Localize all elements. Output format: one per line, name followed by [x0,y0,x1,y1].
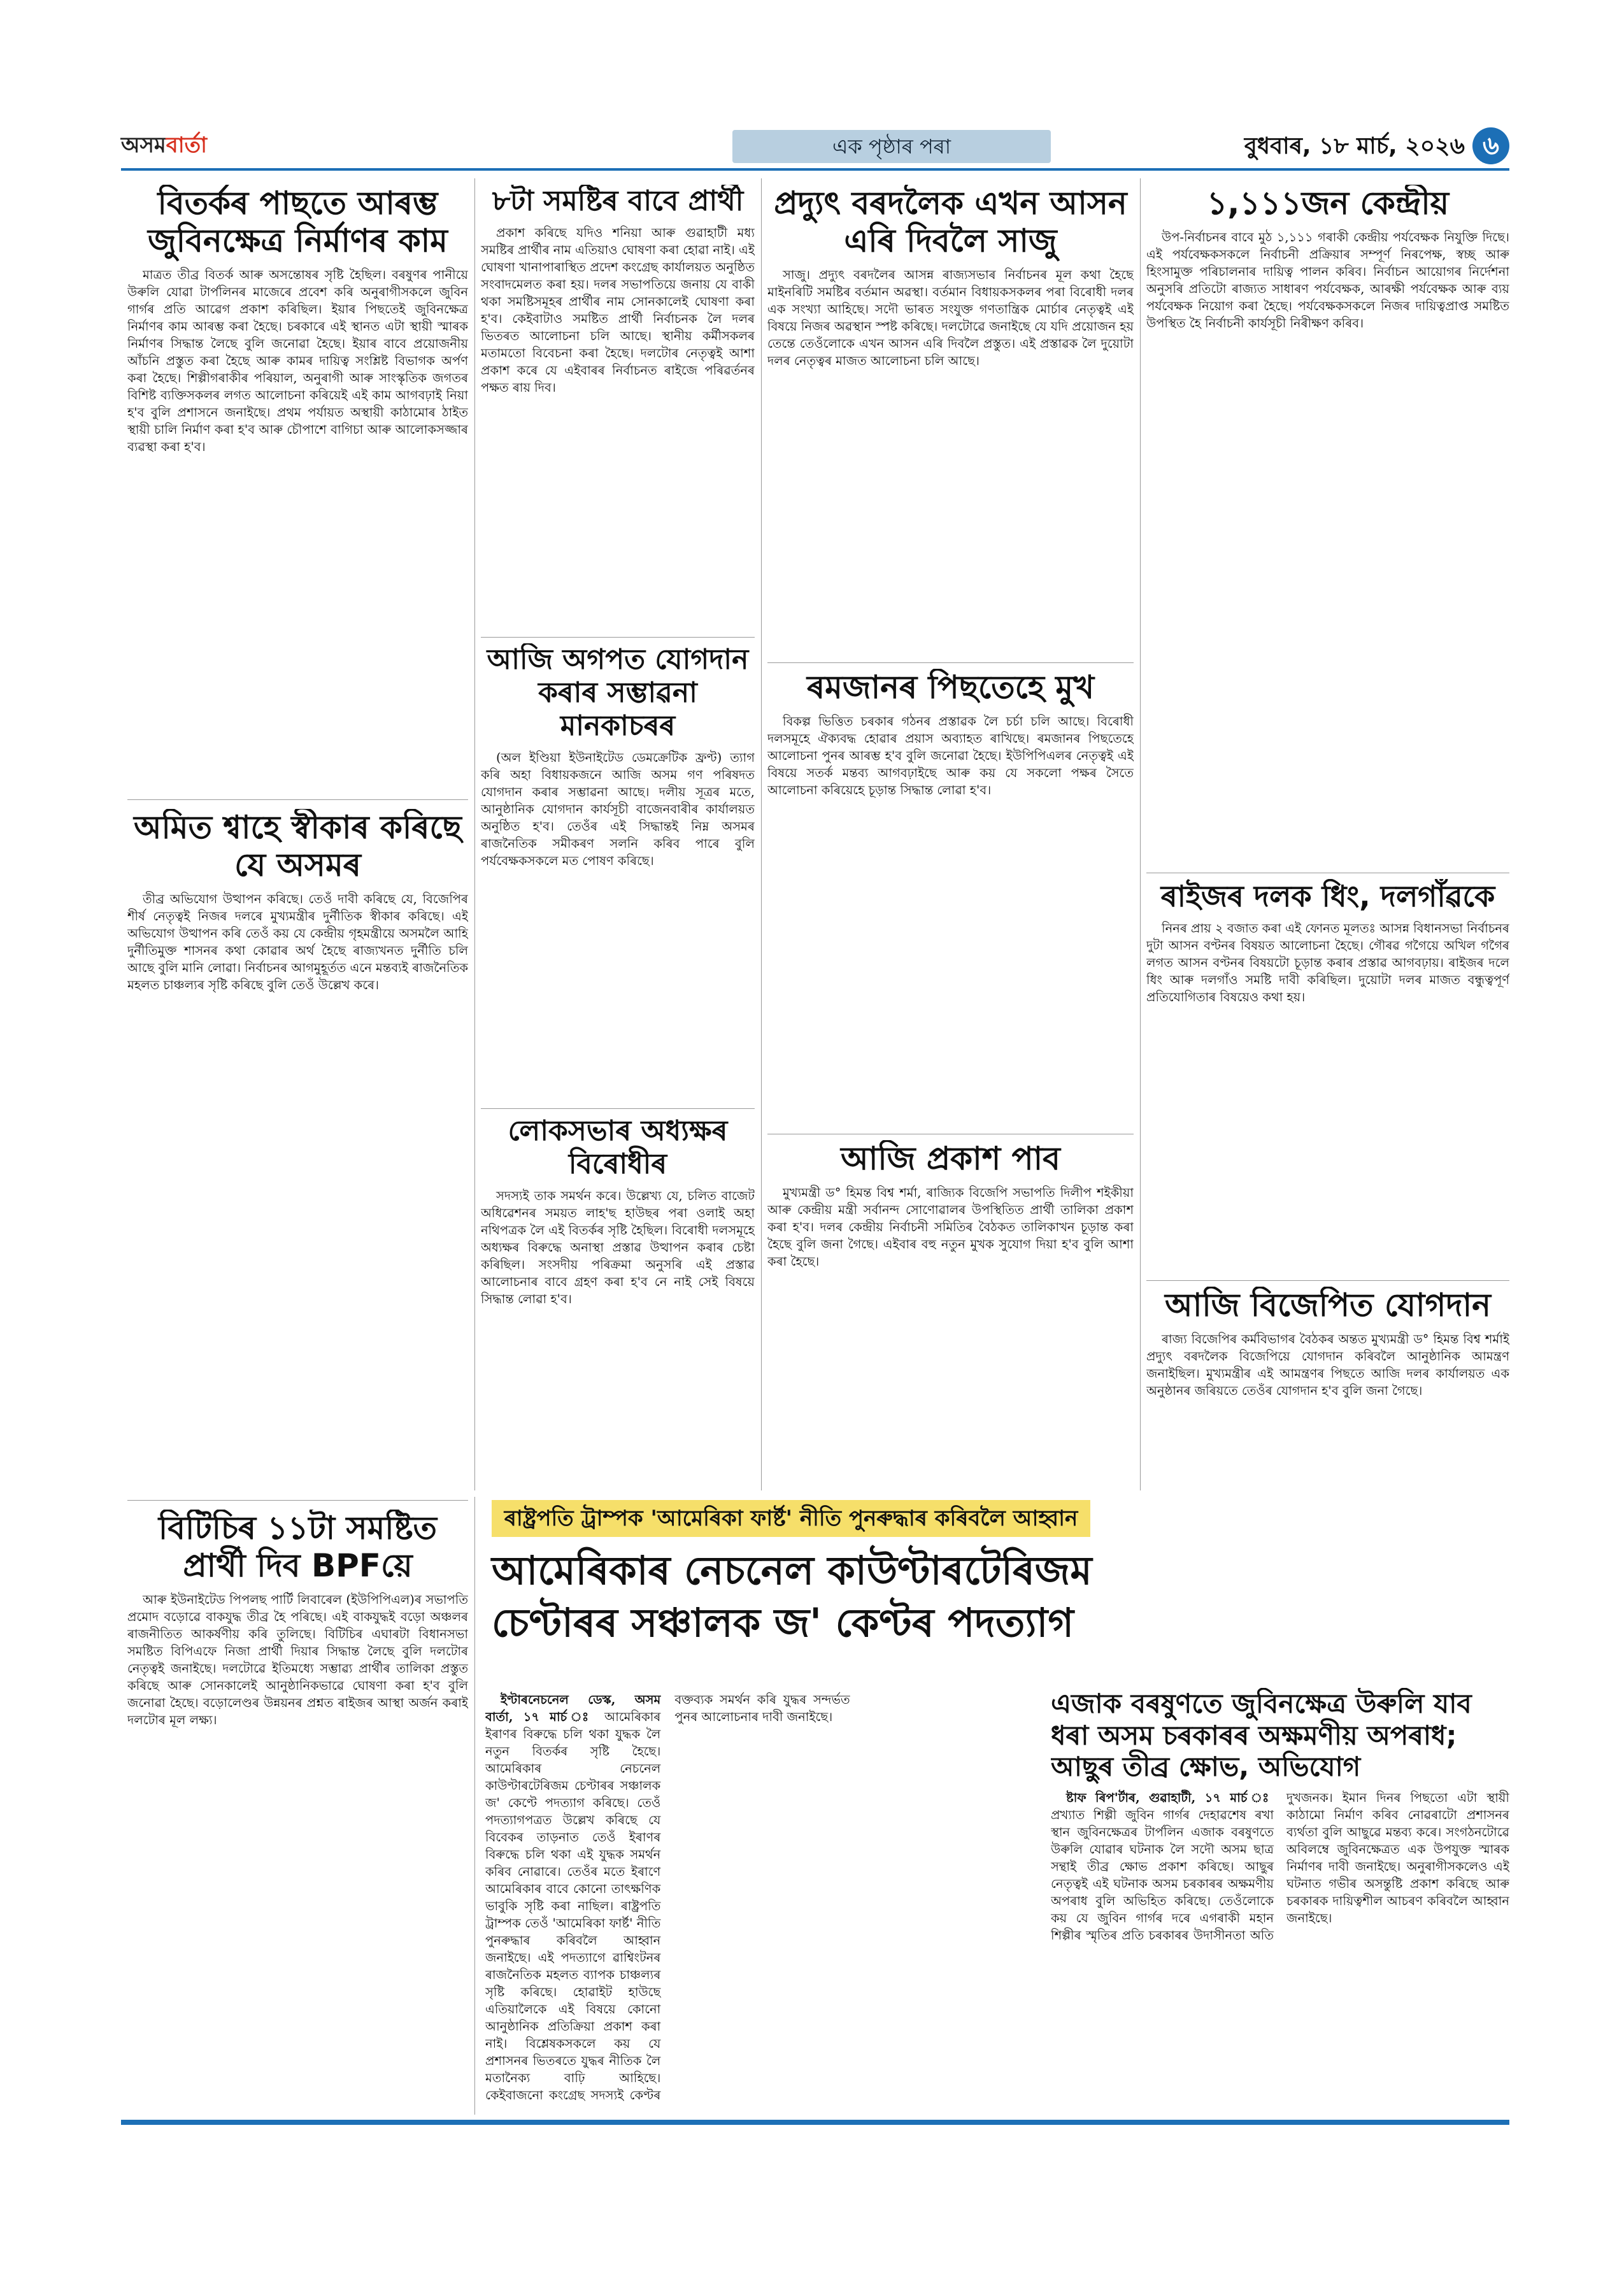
header-rule [121,168,1509,171]
headline: বিটিচিৰ ১১টা সমষ্টিত প্ৰাৰ্থী দিব BPFয়ে [158,1510,438,1584]
newspaper-logo [121,129,229,163]
headline: ৰাইজৰ দলক ধিং, দলগাঁৱকে [1160,879,1495,913]
column-divider [474,1497,475,2115]
article-divider [481,637,755,638]
headline: অমিত শ্বাহে স্বীকাৰ কৰিছে যে অসমৰ [134,809,462,883]
column-divider [474,178,475,1490]
article-aasu-protest [1051,1688,1509,2115]
article-body: উপ-নিৰ্বাচনৰ বাবে মুঠ ১,১১১ গৰাকী কেন্দ্ৰীয় পৰ্যবেক্ষক নিযুক্তি দিছে। এই পৰ্যবেক্ষকসকলে নিৰ্বাচনী প্ৰক্ৰিয়াৰ সম্পূৰ্ণ নিৰপেক্ষ, স্বচ্ছ আৰু হিংসামুক্ত পৰিচালনাৰ দায়িত্ব পালন কৰিব। নিৰ্বাচন আয়োগৰ নিৰ্দেশনা অনুসৰি প্ৰতিটো ৰাজ্যত সাধাৰণ পৰ্যবেক্ষক, আৰক্ষী পৰ্যবেক্ষক আৰু ব্যয় পৰ্যবেক্ষক নিয়োগ কৰা হৈছে। পৰ্যবেক্ষকসকলে নিজৰ দায়িত্বপ্ৰাপ্ত সমষ্টিত উপস্থিত হৈ নিৰ্বাচনী কাৰ্যসূচী নিৰীক্ষণ কৰিব। [1146,230,1509,331]
article-btc-bpf [127,1510,468,2115]
article-body: মাত্ৰত তীব্ৰ বিতৰ্ক আৰু অসন্তোষৰ সৃষ্টি হৈছিল। বৰষুণৰ পানীয়ে উৰুলি যোৱা টাৰ্পলিনৰ মাজেৰে প্ৰবেশ কৰি অনুৰাগীসকলে জুবিন গাৰ্গৰ প্ৰতি আৱেগ প্ৰকাশ কৰিছিল। ইয়াৰ পিছতেই জুবিনক্ষেত্ৰ নিৰ্মাণৰ কাম আৰম্ভ কৰা হৈছে। চৰকাৰে এই স্থানত এটা স্থায়ী স্মাৰক নিৰ্মাণৰ সিদ্ধান্ত লৈছে বুলি জনোৱা হৈছে। ইয়াৰ বাবে প্ৰয়োজনীয় আঁচনি প্ৰস্তুত কৰা হৈছে আৰু কামৰ দায়িত্ব সংশ্লিষ্ট বিভাগক অৰ্পণ কৰা হৈছে। শিল্পীগৰাকীৰ পৰিয়াল, অনুৰাগী আৰু সাংস্কৃতিক জগতৰ বিশিষ্ট ব্যক্তিসকলৰ লগত আলোচনা কৰিয়েই এই কাম আগবঢ়াই নিয়া হ'ব বুলি প্ৰশাসনে জনাইছে। প্ৰথম পৰ্যায়ত অস্থায়ী কাঠামোৰ ঠাইত স্থায়ী চালি নিৰ্মাণ কৰা হ'ব আৰু চৌপাশে বাগিচা আৰু আলোকসজ্জাৰ ব্যৱস্থা কৰা হ'ব। [127,268,468,454]
headline: বিতৰ্কৰ পাছতে আৰম্ভ জুবিনক্ষেত্ৰ নিৰ্মাণৰ কাম [148,185,448,259]
article-body: বিকল্প ভিত্তিত চৰকাৰ গঠনৰ প্ৰস্তাৱক লৈ চৰ্চা চলি আছে। বিৰোধী দলসমূহে ঐক্যবদ্ধ হোৱাৰ প্ৰয়াস অব্যাহত ৰাখিছে। ৰমজানৰ পিছতেহে আলোচনা পুনৰ আৰম্ভ হ'ব বুলি জনোৱা হৈছে। ইউপিপিএলৰ নেতৃত্বই এই বিষয়ে সতৰ্ক মন্তব্য আগবঢ়াইছে আৰু কয় যে সকলো পক্ষৰ সৈতে আলোচনা কৰিয়েহে চূড়ান্ত সিদ্ধান্ত লোৱা হ'ব। [767,714,1134,797]
article-divider [481,1108,755,1109]
headline: আজি বিজেপিত যোগদান [1165,1287,1491,1324]
lead-headline [485,1545,1511,1649]
article-central-observers [1146,185,1509,866]
article-divider [127,799,468,800]
masthead [121,127,1509,166]
lead-text: আমেৰিকাৰ ইৰাণৰ বিৰুদ্ধে চলি থকা যুদ্ধক লৈ নতুন বিতৰ্কৰ সৃষ্টি হৈছে। আমেৰিকাৰ নেচনেল কাউণ্টাৰটেৰিজম চেণ্টাৰৰ সঞ্চালক জ' কেণ্টে পদত্যাগ কৰিছে। তেওঁ পদত্যাগপত্ৰত উল্লেখ কৰিছে যে বিবেকৰ তাড়নাত তেওঁ ইৰাণৰ বিৰুদ্ধে চলি থকা এই যুদ্ধক সমৰ্থন কৰিব নোৱাৰে। তেওঁৰ মতে ইৰাণে আমেৰিকাৰ বাবে কোনো তাৎক্ষণিক ভাবুকি সৃষ্টি কৰা নাছিল। ৰাষ্ট্ৰপতি ট্ৰাম্পক তেওঁ 'আমেৰিকা ফাৰ্ষ্ট' নীতি পুনৰুদ্ধাৰ কৰিবলৈ আহ্বান জনাইছে। এই পদত্যাগে ৱাশ্বিংটনৰ ৰাজনৈতিক মহলত ব্যাপক চাঞ্চল্যৰ সৃষ্টি কৰিছে। হোৱাইট হাউছে এতিয়ালৈকে এই বিষয়ে কোনো আনুষ্ঠানিক প্ৰতিক্ৰিয়া প্ৰকাশ কৰা নাই। বিশ্লেষকসকলে কয় যে প্ৰশাসনৰ ভিতৰতে যুদ্ধৰ নীতিক লৈ মতানৈক্য বাঢ়ি আহিছে। কেইবাজনো কংগ্ৰেছ সদস্যই কেণ্টৰ বক্তব্যক সমৰ্থন কৰি যুদ্ধৰ সন্দৰ্ভত পুনৰ আলোচনাৰ দাবী জনাইছে। [485,1692,850,2103]
article-divider [767,662,1134,663]
article-divider [1146,1280,1509,1281]
lead-article-body [485,1691,1039,2105]
article-bjp-list [767,1140,1134,1490]
article-body: ৰাজ্য বিজেপিৰ কৰ্মবিভাগৰ বৈঠকৰ অন্তত মুখ্যমন্ত্ৰী ড° হিমন্ত বিশ্ব শৰ্মাই প্ৰদ্যুৎ বৰদলৈক বিজেপিয়ে যোগদান কৰিবলৈ আনুষ্ঠানিক আমন্ত্ৰণ জনাইছিল। মুখ্যমন্ত্ৰীৰ এই আমন্ত্ৰণৰ পিছতে আজি দলৰ কাৰ্যালয়ত এক অনুষ্ঠানৰ জৰিয়তে তেওঁৰ যোগদান হ'ব বুলি জনা গৈছে। [1146,1332,1509,1398]
article-divider [127,1500,468,1501]
article-body: সাজু। প্ৰদ্যুৎ বৰদলৈৰ আসন্ন ৰাজ্যসভাৰ নিৰ্বাচনৰ মূল কথা হৈছে মাইনৰিটি সমষ্টিৰ বৰ্তমান অৱস্থা। বৰ্তমান বিধায়কসকলৰ পৰা বিৰোধী দলৰ এক সংখ্যা আহিছে। সদৌ ভাৰত সংযুক্ত গণতান্ত্ৰিক মোৰ্চাৰ নেতৃত্বই এই বিষয়ে নিজৰ অৱস্থান স্পষ্ট কৰিছে। দলটোৱে জনাইছে যে যদি প্ৰয়োজন হয় তেন্তে তেওঁলোকে এখন আসন এৰি দিবলৈ প্ৰস্তুত। এই প্ৰস্তাৱক লৈ দুয়োটা দলৰ নেতৃত্বৰ মাজত আলোচনা চলি আছে। [767,268,1134,368]
lead-byline: ইণ্টাৰনেচনেল ডেস্ক, অসম বাৰ্তা, ১৭ মাৰ্চ ঃ [485,1692,661,1724]
article-body: নিনৰ প্ৰায় ২ বজাত কৰা এই ফোনত মূলতঃ আসন্ন বিধানসভা নিৰ্বাচনৰ দুটা আসন বণ্টনৰ বিষয়ত আলোচনা হৈছে। গৌৰৱ গগৈয়ে অখিল গগৈৰ লগত আসন বণ্টনৰ বিষয়টো চূড়ান্ত কৰাৰ প্ৰস্তাৱ আগবঢ়ায়। ৰাইজৰ দলে ধিং আৰু দলগাঁও সমষ্টি দাবী কৰিছিল। দুয়োটা দলৰ মাজত বন্ধুত্বপূৰ্ণ প্ৰতিযোগিতাৰ বিষয়েও কথা হয়। [1146,921,1509,1005]
article-congress-candidates [481,185,755,631]
headline: প্ৰদ্যুৎ বৰদলৈক এখন আসন এৰি দিবলৈ সাজু [774,185,1127,259]
headline: এজাক বৰষুণতে জুবিনক্ষেত্ৰ উৰুলি যাব ধৰা অসম চৰকাৰৰ অক্ষমণীয় অপৰাধ; আছুৰ তীব্ৰ ক্ষোভ, অভিযোগ [1051,1688,1472,1783]
headline: ৰমজানৰ পিছতেহে মুখ [806,669,1095,706]
page-number: ৬ [1472,127,1509,164]
headline: ৮টা সমষ্টিৰ বাবে প্ৰাৰ্থী [492,185,744,217]
article-body: ষ্টাফ ৰিপ'ৰ্টাৰ, গুৱাহাটী, ১৭ মাৰ্চ ঃ প্ৰখ্যাত শিল্পী জুবিন গাৰ্গৰ দেহাৱশেষ ৰখা স্থান জুবিনক্ষেত্ৰৰ টাৰ্পলিন এজাক বৰষুণতে উৰুলি যোৱাৰ ঘটনাক লৈ সদৌ অসম ছাত্ৰ সন্থাই তীব্ৰ ক্ষোভ প্ৰকাশ কৰিছে। আছুৰ নেতৃত্বই এই ঘটনাক অসম চৰকাৰৰ অক্ষমণীয় অপৰাধ বুলি অভিহিত কৰিছে। তেওঁলোকে কয় যে জুবিন গাৰ্গৰ দৰে এগৰাকী মহান শিল্পীৰ স্মৃতিৰ প্ৰতি চৰকাৰৰ উদাসীনতা অতি দুখজনক। ইমান দিনৰ পিছতো এটা স্থায়ী কাঠামো নিৰ্মাণ কৰিব নোৱৰাটো প্ৰশাসনৰ ব্যৰ্থতা বুলি আছুৱে মন্তব্য কৰে। সংগঠনটোৱে অবিলম্বে জুবিনক্ষেত্ৰত এক উপযুক্ত স্মাৰক নিৰ্মাণৰ দাবী জনাইছে। অনুৰাগীসকলেও এই ঘটনাত গভীৰ অসন্তুষ্টি প্ৰকাশ কৰিছে আৰু চৰকাৰক দায়িত্বশীল আচৰণ কৰিবলৈ আহ্বান জনাইছে। [1051,1790,1509,1943]
article-body: প্ৰকাশ কৰিছে যদিও শনিয়া আৰু গুৱাহাটী মধ্য সমষ্টিৰ প্ৰাৰ্থীৰ নাম এতিয়াও ঘোষণা কৰা হোৱা নাই। এই ঘোষণা খানাপাৰাস্থিত প্ৰদেশ কংগ্ৰেছ কাৰ্যালয়ত অনুষ্ঠিত সংবাদমেলত কৰা হয়। দলৰ সভাপতিয়ে জনায় যে বাকী থকা সমষ্টিসমূহৰ প্ৰাৰ্থীৰ নাম সোনকালেই ঘোষণা কৰা হ'ব। কেইবাটাও সমষ্টিত প্ৰাৰ্থী নিৰ্বাচনক লৈ দলৰ ভিতৰত আলোচনা চলি আছে। স্থানীয় কৰ্মীসকলৰ মতামতো বিবেচনা কৰা হৈছে। দলটোৰ নেতৃত্বই আশা প্ৰকাশ কৰে যে এইবাৰৰ নিৰ্বাচনত ৰাইজে পৰিৱৰ্তনৰ পক্ষত ৰায় দিব। [481,225,755,395]
headline: আজি অগপত যোগদান কৰাৰ সম্ভাৱনা মানকাচৰৰ [487,643,749,742]
article-body: আৰু ইউনাইটেড পিপলছ পাৰ্টি লিবাৰেল (ইউপিপিএল)ৰ সভাপতি প্ৰমোদ বড়োৱে বাকযুদ্ধ তীব্ৰ হৈ পৰিছে। এই বাকযুদ্ধই বড়ো অঞ্চলৰ ৰাজনীতিত আকৰ্ষণীয় কৰি তুলিছে। বিটিচিৰ এঘাৰটা বিধানসভা সমষ্টিত বিপিএফে নিজা প্ৰাৰ্থী দিয়াৰ সিদ্ধান্ত লৈছে বুলি দলটোৰ নেতৃত্বই জনাইছে। দলটোৱে ইতিমধ্যে সম্ভাৱ্য প্ৰাৰ্থীৰ তালিকা প্ৰস্তুত কৰিছে আৰু সোনকালেই আনুষ্ঠানিকভাৱে ঘোষণা কৰা হ'ব বুলি জনোৱা হৈছে। বড়োলেণ্ডৰ উন্নয়নৰ প্ৰশ্নত ৰাইজৰ আস্থা অৰ্জন কৰাই দলটোৰ মূল লক্ষ্য। [127,1592,468,1727]
column-divider [761,178,762,1490]
article-pradyut-bordoloi [767,185,1134,656]
article-body: তীব্ৰ অভিযোগ উত্থাপন কৰিছে। তেওঁ দাবী কৰিছে যে, বিজেপিৰ শীৰ্ষ নেতৃত্বই নিজৰ দলৰে মুখ্যমন্ত্ৰীৰ দুৰ্নীতিক স্বীকাৰ কৰিছে। এই অভিযোগ উত্থাপন কৰি তেওঁ কয় যে কেন্দ্ৰীয় গৃহমন্ত্ৰীয়ে অসমলৈ আহি দুৰ্নীতিমুক্ত শাসনৰ কথা কোৱাৰ অৰ্থ হৈছে ৰাজ্যখনত দুৰ্নীতি চলি আছে বুলি মানি লোৱা। নিৰ্বাচনৰ আগমুহূৰ্তত এনে মন্তব্যই ৰাজনৈতিক মহলত চাঞ্চল্যৰ সৃষ্টি কৰিছে বুলি তেওঁ উল্লেখ কৰে। [127,892,468,992]
article-raijor-dal [1146,879,1509,1274]
headline: আজি প্ৰকাশ পাব [841,1140,1060,1177]
logo-word-1: অসম [121,132,166,158]
article-body: মুখ্যমন্ত্ৰী ড° হিমন্ত বিশ্ব শৰ্মা, ৰাজ্যিক বিজেপি সভাপতি দিলীপ শইকীয়া আৰু কেন্দ্ৰীয় মন্ত্ৰী সৰ্বানন্দ সোণোৱালৰ উপস্থিতিত প্ৰাৰ্থী তালিকা প্ৰকাশ কৰা হ'ব। দলৰ কেন্দ্ৰীয় নিৰ্বাচনী সমিতিৰ বৈঠকত তালিকাখন চূড়ান্ত কৰা হৈছে বুলি জনা গৈছে। এইবাৰ বহু নতুন মুখক সুযোগ দিয়া হ'ব বুলি আশা কৰা হৈছে। [767,1185,1134,1269]
section-banner: এক পৃষ্ঠাৰ পৰা [732,130,1051,163]
byline: ষ্টাফ ৰিপ'ৰ্টাৰ, গুৱাহাটী, ১৭ মাৰ্চ ঃ [1066,1790,1274,1805]
lead-headline-line-1: আমেৰিকাৰ নেচনেল কাউণ্টাৰটেৰিজম [492,1547,1092,1594]
headline: লোকসভাৰ অধ্যক্ষৰ বিৰোধীৰ [508,1115,728,1180]
article-body: সদস্যই তাক সমৰ্থন কৰে। উল্লেখ্য যে, চলিত বাজেট অধিৱেশনৰ সময়ত লাহ'ছ হাউছৰ পৰা ওলাই অহা নথিপত্ৰক লৈ এই বিতৰ্কৰ সৃষ্টি হৈছিল। বিৰোধী দলসমূহে অধ্যক্ষৰ বিৰুদ্ধে অনাস্থা প্ৰস্তাৱ উত্থাপন কৰাৰ চেষ্টা কৰিছিল। সংসদীয় পৰিক্ৰমা অনুসৰি এই প্ৰস্তাৱ আলোচনাৰ বাবে গ্ৰহণ কৰা হ'ব নে নাই সেই বিষয়ে সিদ্ধান্ত লোৱা হ'ব। [481,1188,755,1306]
column-divider [1140,178,1141,1490]
article-join-bjp [1146,1287,1509,1490]
article-amit-shah [127,809,468,1497]
article-agp-mankachar [481,643,755,1102]
lead-headline-line-2: চেণ্টাৰৰ সঞ্চালক জ' কেণ্টৰ পদত্যাগ [492,1599,1074,1646]
article-ramzan [767,669,1134,1127]
headline: ১,১১১জন কেন্দ্ৰীয় [1206,185,1449,222]
article-lok-sabha-speaker [481,1115,755,1490]
footer-rule [121,2120,1509,2125]
date-line: বুধবাৰ, ১৮ মাৰ্চ, ২০২৬ [1244,133,1465,159]
article-jubin-construction [127,185,468,796]
article-body: (অল ইণ্ডিয়া ইউনাইটেড ডেমক্ৰেটিক ফ্ৰণ্ট) ত্যাগ কৰি অহা বিধায়কজনে আজি অসম গণ পৰিষদত যোগদান কৰাৰ সম্ভাৱনা আছে। দলীয় সূত্ৰৰ মতে, আনুষ্ঠানিক যোগদান কাৰ্যসূচী বাজেনবাৰীৰ কাৰ্যালয়ত অনুষ্ঠিত হ'ব। তেওঁৰ এই সিদ্ধান্তই নিম্ন অসমৰ ৰাজনৈতিক সমীকৰণ সলনি কৰিব পাৰে বুলি পৰ্যবেক্ষকসকলে মত পোষণ কৰিছে। [481,750,755,868]
lead-kicker: ৰাষ্ট্ৰপতি ট্ৰাম্পক 'আমেৰিকা ফাৰ্ষ্ট' নীতি পুনৰুদ্ধাৰ কৰিবলৈ আহ্বান [492,1500,1090,1537]
logo-word-2: বাৰ্তা [166,132,207,158]
